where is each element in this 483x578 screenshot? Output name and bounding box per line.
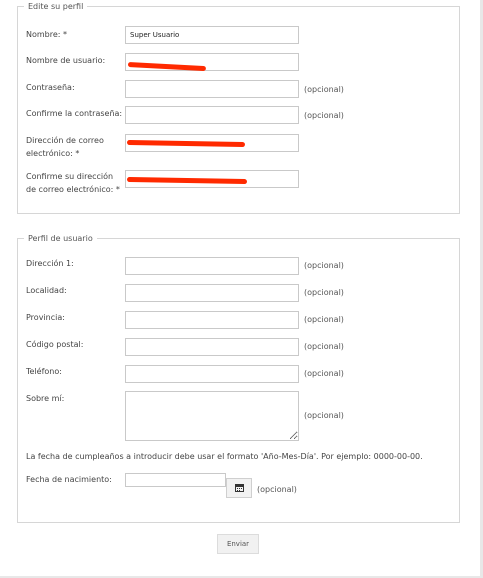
address-label: Dirección 1: [26, 259, 74, 268]
confirm-password-optional-note: (opcional) [304, 111, 344, 120]
city-input[interactable] [125, 284, 299, 302]
edit-profile-legend: Edite su perfil [28, 2, 84, 11]
email-label-line1: Dirección de correo [26, 136, 104, 145]
city-label: Localidad: [26, 286, 67, 295]
postal-code-label: Código postal: [26, 340, 84, 349]
user-profile-legend: Perfil de usuario [28, 234, 93, 243]
password-input[interactable] [125, 80, 299, 98]
email-label-line2: electrónico: * [26, 149, 80, 158]
name-input[interactable] [125, 26, 299, 44]
province-label: Provincia: [26, 313, 65, 322]
birthdate-optional-note: (opcional) [257, 485, 297, 494]
province-optional-note: (opcional) [304, 315, 344, 324]
postal-code-input[interactable] [125, 338, 299, 356]
city-optional-note: (opcional) [304, 288, 344, 297]
birthdate-input[interactable] [125, 473, 226, 487]
calendar-icon [235, 484, 244, 492]
calendar-button[interactable] [226, 478, 252, 498]
username-label: Nombre de usuario: [26, 56, 106, 65]
address-optional-note: (opcional) [304, 261, 344, 270]
about-textarea[interactable] [125, 391, 299, 441]
password-label: Contraseña: [26, 83, 75, 92]
phone-input[interactable] [125, 365, 299, 383]
confirm-password-input[interactable] [125, 106, 299, 124]
province-input[interactable] [125, 311, 299, 329]
submit-button[interactable]: Enviar [217, 534, 259, 554]
birthdate-format-help: La fecha de cumpleaños a introducir debe usar el formato 'Año-Mes-Día'. Por ejemplo: 0000-00-00. [26, 452, 423, 461]
password-optional-note: (opcional) [304, 85, 344, 94]
phone-optional-note: (opcional) [304, 369, 344, 378]
postal-code-optional-note: (opcional) [304, 342, 344, 351]
birthdate-label: Fecha de nacimiento: [26, 475, 112, 484]
confirm-password-label: Confirme la contraseña: [26, 109, 123, 118]
about-label: Sobre mí: [26, 394, 65, 403]
about-optional-note: (opcional) [304, 411, 344, 420]
phone-label: Teléfono: [26, 367, 62, 376]
confirm-email-label-line1: Confirme su dirección [26, 172, 114, 181]
address-input[interactable] [125, 257, 299, 275]
name-label: Nombre: * [26, 30, 68, 39]
username-input[interactable] [125, 53, 299, 71]
confirm-email-label-line2: de correo electrónico: * [26, 185, 120, 194]
